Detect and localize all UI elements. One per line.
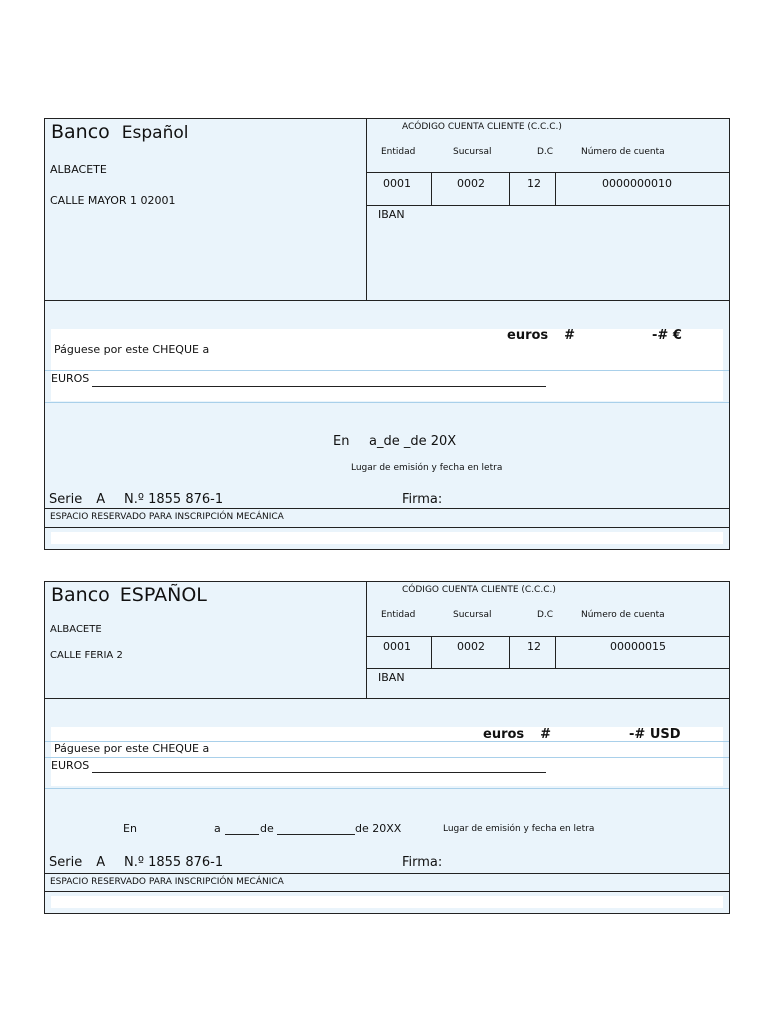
iban-label: IBAN — [378, 671, 405, 684]
cheque-number: N.º 1855 876-1 — [124, 855, 224, 870]
mechanical-strip — [51, 532, 723, 544]
bank-city: ALBACETE — [50, 163, 107, 176]
place-de1: de — [260, 822, 274, 835]
col-dc: D.C — [537, 610, 554, 620]
dc-value: 12 — [527, 177, 541, 190]
bank-name: Banco Español — [51, 121, 189, 143]
firma-label: Firma: — [402, 492, 443, 507]
bank-address: CALLE FERIA 2 — [50, 650, 123, 661]
account-number-value: 00000015 — [610, 640, 666, 653]
ccc-title: CÓDIGO CUENTA CLIENTE (C.C.C.) — [402, 585, 556, 595]
col-entidad: Entidad — [381, 147, 416, 157]
ccc-title: ACÓDIGO CUENTA CLIENTE (C.C.C.) — [402, 122, 562, 132]
col-numero: Número de cuenta — [581, 147, 665, 157]
euros-words-label: EUROS — [51, 759, 90, 772]
payee-line[interactable]: Páguese por este CHEQUE a — [54, 742, 210, 755]
euros-words-label: EUROS — [51, 372, 90, 385]
entidad-value: 0001 — [383, 640, 411, 653]
col-sucursal: Sucursal — [453, 147, 492, 157]
payee-line[interactable]: Páguese por este CHEQUE a — [54, 343, 210, 356]
month-line[interactable] — [277, 834, 355, 835]
col-sucursal: Sucursal — [453, 610, 492, 620]
place-en: En — [123, 822, 137, 835]
amount-field[interactable]: -# € — [652, 328, 682, 343]
euros-label: euros # — [483, 727, 552, 742]
euros-label: euros # — [507, 328, 576, 343]
sucursal-value: 0002 — [457, 177, 485, 190]
euros-words-line[interactable] — [92, 386, 546, 387]
amount-field[interactable]: -# USD — [629, 727, 681, 742]
bank-address: CALLE MAYOR 1 02001 — [50, 194, 176, 207]
firma-label: Firma: — [402, 855, 443, 870]
serie: Serie A — [49, 492, 106, 507]
reserved-space-label: ESPACIO RESERVADO PARA INSCRIPCIÓN MECÁNICA — [50, 877, 284, 887]
col-numero: Número de cuenta — [581, 610, 665, 620]
serie: Serie A — [49, 855, 106, 870]
place-en: En — [333, 434, 350, 449]
mechanical-strip — [51, 896, 723, 908]
cheque-number: N.º 1855 876-1 — [124, 492, 224, 507]
euros-words-line[interactable] — [92, 772, 546, 773]
place-date[interactable]: a_de _de 20X — [369, 434, 457, 449]
bank-city: ALBACETE — [50, 624, 102, 635]
entidad-value: 0001 — [383, 177, 411, 190]
day-line[interactable] — [225, 834, 259, 835]
place-de2: de 20XX — [355, 822, 402, 835]
payment-band — [51, 329, 723, 401]
col-dc: D.C — [537, 147, 554, 157]
cheque-1 — [44, 118, 730, 550]
iban-label: IBAN — [378, 208, 405, 221]
place-a: a — [214, 822, 221, 835]
col-entidad: Entidad — [381, 610, 416, 620]
sucursal-value: 0002 — [457, 640, 485, 653]
cheque-2 — [44, 581, 730, 914]
bank-name: Banco ESPAÑOL — [51, 584, 207, 606]
place-caption: Lugar de emisión y fecha en letra — [443, 824, 595, 834]
reserved-space-label: ESPACIO RESERVADO PARA INSCRIPCIÓN MECÁNICA — [50, 512, 284, 522]
dc-value: 12 — [527, 640, 541, 653]
account-number-value: 0000000010 — [602, 177, 672, 190]
place-caption: Lugar de emisión y fecha en letra — [351, 463, 503, 473]
